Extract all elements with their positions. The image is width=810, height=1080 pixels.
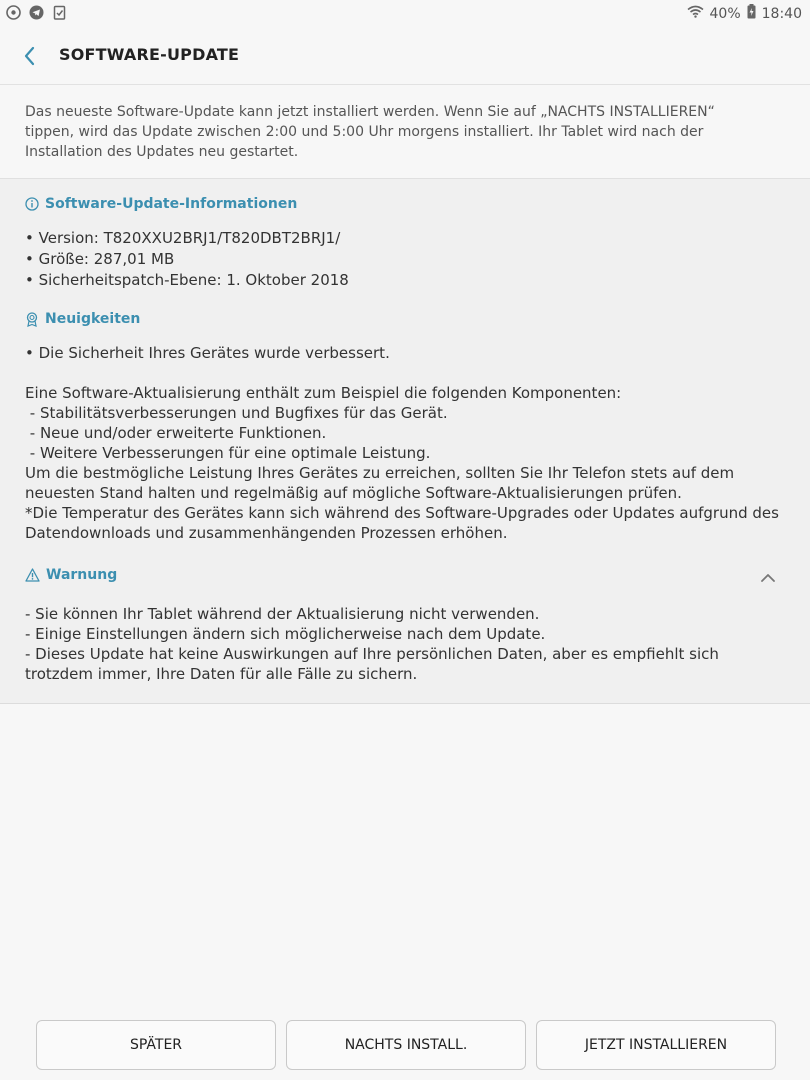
wifi-icon	[687, 5, 704, 22]
badge-icon	[25, 312, 39, 327]
later-button[interactable]: SPÄTER	[36, 1020, 276, 1070]
news-text	[25, 343, 785, 543]
action-bar	[0, 1020, 810, 1070]
clock: 18:40	[761, 5, 802, 22]
news-line: Eine Software-Aktualisierung enthält zum Beispiel die folgenden Komponenten:	[25, 384, 622, 402]
list-item-version: • Version: T820XXU2BRJ1/T820DBT2BRJ1/	[25, 229, 341, 247]
system-status	[687, 4, 802, 23]
install-now-button[interactable]: JETZT INSTALLIEREN	[536, 1020, 776, 1070]
telegram-icon	[29, 5, 44, 20]
chevron-up-icon	[760, 573, 776, 583]
news-line: - Weitere Verbesserungen für eine optimale Leistung.	[25, 444, 431, 462]
info-section-heading	[25, 196, 297, 212]
collapse-button[interactable]	[756, 566, 780, 590]
install-tonight-button[interactable]: NACHTS INSTALL.	[286, 1020, 526, 1070]
warning-section-heading	[25, 567, 117, 583]
list-item-size: • Größe: 287,01 MB	[25, 250, 175, 268]
battery-percent: 40%	[709, 5, 741, 22]
news-section-heading	[25, 311, 140, 327]
warning-icon	[25, 568, 40, 582]
warning-text	[25, 604, 785, 684]
info-heading-label: Software-Update-Informationen	[45, 196, 298, 212]
warning-line: - Einige Einstellungen ändern sich möglicherweise nach dem Update.	[25, 625, 546, 643]
news-heading-label: Neuigkeiten	[45, 311, 141, 327]
status-bar	[0, 0, 810, 28]
list-item-security-patch: • Sicherheitspatch-Ebene: 1. Oktober 2018	[25, 271, 349, 289]
chevron-left-icon	[23, 46, 37, 66]
info-icon	[25, 197, 39, 211]
news-line: - Stabilitätsverbesserungen und Bugfixes für das Gerät.	[25, 404, 448, 422]
back-button[interactable]	[16, 42, 44, 70]
warning-heading-label: Warnung	[46, 567, 118, 583]
news-line: Um die bestmögliche Leistung Ihres Gerätes zu erreichen, sollten Sie Ihr Telefon stets auf dem neuesten Stand halten und regelmäßig auf mögliche Software-Aktualisierungen prüfen.	[25, 464, 735, 502]
news-line: - Neue und/oder erweiterte Funktionen.	[25, 424, 327, 442]
news-line: • Die Sicherheit Ihres Gerätes wurde verbessert.	[25, 344, 390, 362]
intro-text: Das neueste Software-Update kann jetzt installiert werden. Wenn Sie auf „NACHTS INSTALLIEREN“ tippen, wird das Update zwischen 2:00 und 5:00 Uhr morgens installiert. Ihr Tablet wird nach der Installation des Updates neu gestartet.	[25, 104, 715, 160]
warning-line: - Sie können Ihr Tablet während der Aktualisierung nicht verwenden.	[25, 605, 540, 623]
app-bar	[0, 28, 810, 85]
clipboard-check-icon	[52, 5, 67, 20]
warning-line: - Dieses Update hat keine Auswirkungen auf Ihre persönlichen Daten, aber es empfiehlt sich trotzdem immer, Ihre Daten für alle Fälle zu sichern.	[25, 645, 719, 683]
sync-icon	[6, 5, 21, 20]
page-title: SOFTWARE-UPDATE	[59, 45, 240, 64]
news-line: *Die Temperatur des Gerätes kann sich während des Software-Upgrades oder Updates aufgrund des Datendownloads und zusammenhängenden Prozessen erhöhen.	[25, 504, 779, 542]
battery-charging-icon	[747, 4, 756, 23]
info-list	[25, 228, 349, 291]
notification-icons	[6, 5, 67, 20]
